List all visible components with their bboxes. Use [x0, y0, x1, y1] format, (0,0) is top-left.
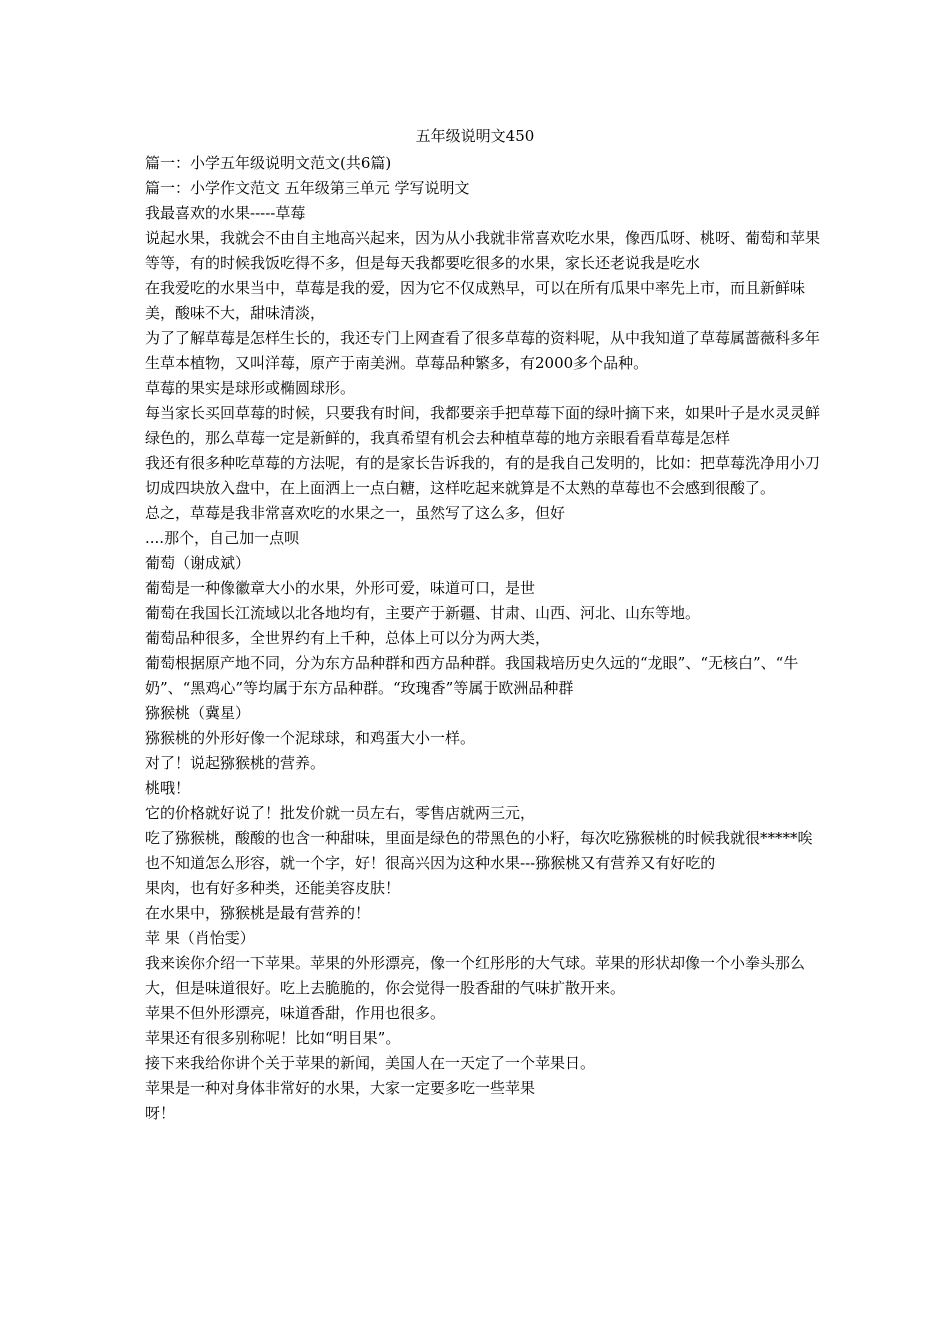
- paragraph: 为了了解草莓是怎样生长的，我还专门上网查看了很多草莓的资料呢，从中我知道了草莓属蔷薇科多年生草本植物，又叫洋莓，原产于南美洲。草莓品种繁多，有2000多个品种。: [145, 329, 821, 372]
- paragraph: 我还有很多种吃草莓的方法呢，有的是家长告诉我的，有的是我自己发明的，比如：把草莓洗净用小刀切成四块放入盘中，在上面洒上一点白糖，这样吃起来就算是不太熟的草莓也不会感到很酸了。: [145, 454, 821, 497]
- paragraph: 说起水果，我就会不由自主地高兴起来，因为从小我就非常喜欢吃水果，像西瓜呀、桃呀、葡萄和苹果等等，有的时候我饭吃得不多，但是每天我都要吃很多的水果，家长还老说我是吃水: [145, 229, 821, 272]
- paragraph: 篇一：小学五年级说明文范文(共6篇): [145, 154, 392, 172]
- paragraph: 对了！说起猕猴桃的营养。: [145, 754, 326, 772]
- paragraph: 果肉，也有好多种类，还能美容皮肤！: [145, 879, 401, 897]
- paragraph: 葡萄（谢成斌）: [145, 554, 251, 572]
- paragraph: 在水果中，猕猴桃是最有营养的！: [145, 904, 371, 922]
- paragraph: 在我爱吃的水果当中，草莓是我的爱，因为它不仅成熟早，可以在所有瓜果中率先上市，而且新鲜味美，酸味不大，甜味清淡，: [145, 279, 806, 322]
- paragraph: 葡萄是一种像徽章大小的水果，外形可爱，味道可口，是世: [145, 579, 536, 597]
- paragraph: 每当家长买回草莓的时候，只要我有时间，我都要亲手把草莓下面的绿叶摘下来，如果叶子是水灵灵鲜绿色的，那么草莓一定是新鲜的，我真希望有机会去种植草莓的地方亲眼看看草莓是怎样: [145, 404, 821, 447]
- paragraph: 接下来我给你讲个关于苹果的新闻，美国人在一天定了一个苹果日。: [145, 1054, 596, 1072]
- paragraph: 总之，草莓是我非常喜欢吃的水果之一，虽然写了这么多，但好: [145, 504, 566, 522]
- paragraph: 葡萄在我国长江流域以北各地均有，主要产于新疆、甘肃、山西、河北、山东等地。: [145, 604, 701, 622]
- paragraph: 呀！: [145, 1104, 176, 1122]
- paragraph: 吃了猕猴桃，酸酸的也含一种甜味，里面是绿色的带黑色的小籽，每次吃猕猴桃的时候我就很*****唉也不知道怎么形容，就一个字，好！很高兴因为这种水果---猕猴桃又有营养又有好吃的: [145, 829, 813, 872]
- paragraph: 它的价格就好说了！批发价就一员左右，零售店就两三元，: [145, 804, 536, 822]
- paragraph: 猕猴桃的外形好像一个泥球球，和鸡蛋大小一样。: [145, 729, 476, 747]
- paragraph: 猕猴桃（冀星）: [145, 704, 251, 722]
- paragraph: 草莓的果实是球形或椭圆球形。: [145, 379, 356, 397]
- paragraph: ....那个，自己加一点呗: [145, 529, 300, 547]
- paragraph: 篇一：小学作文范文 五年级第三单元 学写说明文: [145, 179, 470, 197]
- paragraph: 苹 果（肖怡雯）: [145, 929, 255, 947]
- paragraph: 葡萄根据原产地不同，分为东方品种群和西方品种群。我国栽培历史久远的“龙眼”、“无核白”、“牛奶”、“黑鸡心”等均属于东方品种群。“玫瑰香”等属于欧洲品种群: [145, 654, 799, 697]
- paragraph: 我来诶你介绍一下苹果。苹果的外形漂亮，像一个红彤彤的大气球。苹果的形状却像一个小拳头那么大，但是味道很好。吃上去脆脆的，你会觉得一股香甜的气味扩散开来。: [145, 954, 806, 997]
- document-body: [145, 151, 823, 1126]
- paragraph: 我最喜欢的水果-----草莓: [145, 204, 306, 222]
- document-title: 五年级说明文450: [415, 127, 535, 145]
- paragraph: 苹果还有很多别称呢！比如“明目果”。: [145, 1029, 401, 1047]
- paragraph: 苹果是一种对身体非常好的水果，大家一定要多吃一些苹果: [145, 1079, 536, 1097]
- paragraph: 桃哦！: [145, 779, 191, 797]
- paragraph: 葡萄品种很多，全世界约有上千种，总体上可以分为两大类，: [145, 629, 551, 647]
- paragraph: 苹果不但外形漂亮，味道香甜，作用也很多。: [145, 1004, 446, 1022]
